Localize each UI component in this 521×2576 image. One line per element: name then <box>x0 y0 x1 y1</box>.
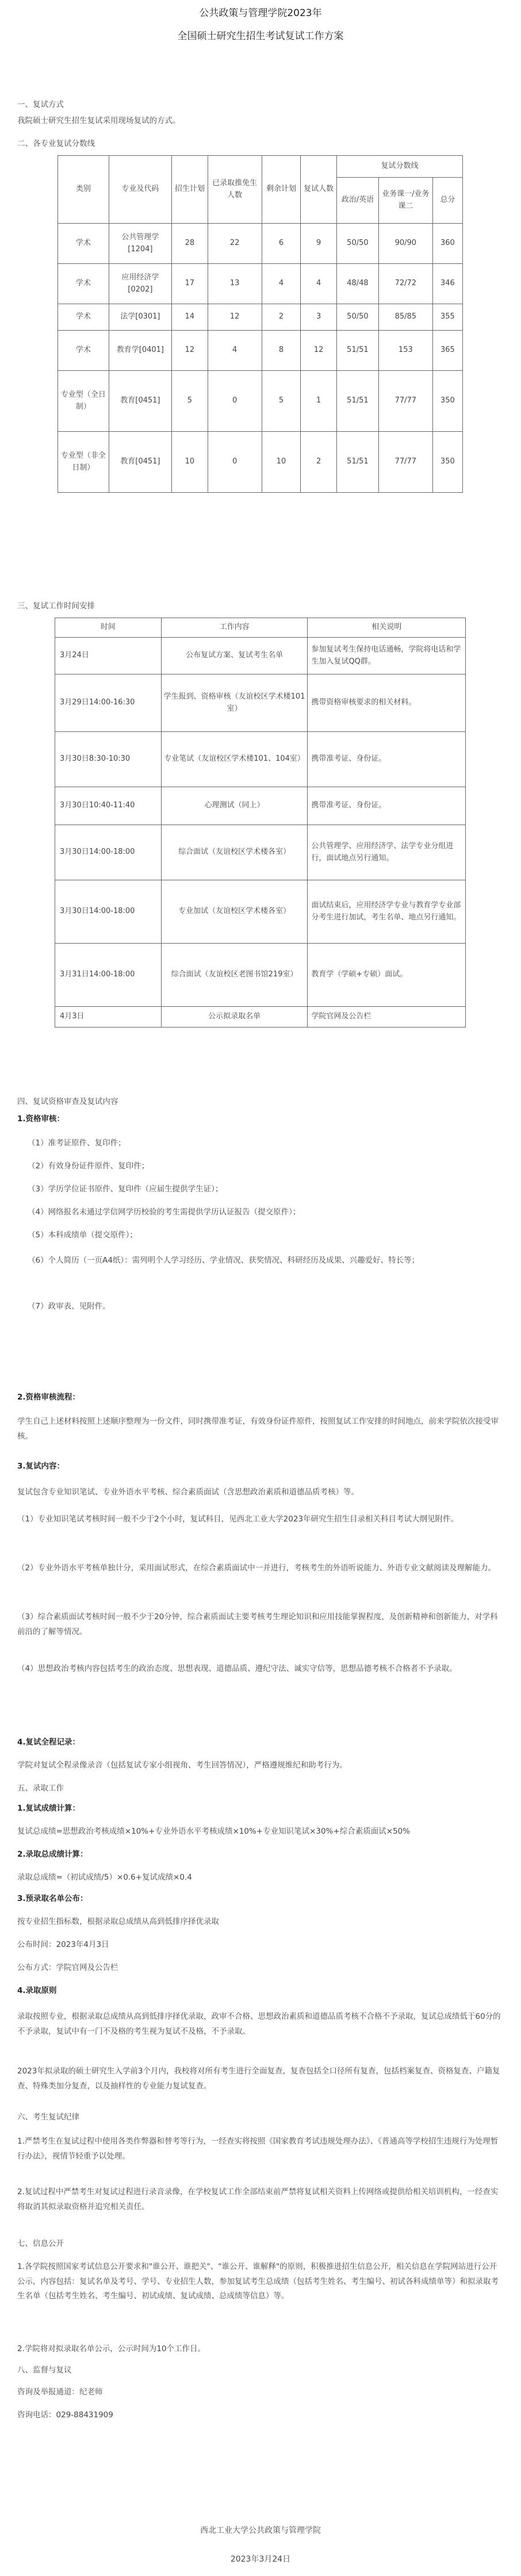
col-header-note: 相关说明 <box>308 618 466 638</box>
cell-category: 学术 <box>58 304 109 331</box>
cell-retest-count: 3 <box>301 304 337 331</box>
cell-remaining: 2 <box>262 304 301 331</box>
cell-category: 专业型（非全日制） <box>58 432 109 493</box>
section-4-heading: 四、复试资格审查及复试内容 <box>17 1097 118 1106</box>
total-score-body: 录取总成绩=（初试成绩/5）×0.6+复试成绩×0.4 <box>17 1873 192 1882</box>
list-item: （3）学历学位证书原件、复印件（应届生提供学生证）； <box>28 1184 223 1194</box>
cell-remaining: 10 <box>262 432 301 493</box>
cell-note: 学院官网及公告栏 <box>308 1007 466 1028</box>
cell-work: 公布复试方案、复试考生名单 <box>161 638 308 674</box>
cell-retest-count: 9 <box>301 224 337 264</box>
principle-body-1: 录取按照专业，根据录取总成绩从高到低排序择优录取，政审不合格、思想政治素质和道德品质考核不合格不予录取，复试总成绩低于60分的不予录取，复试中有一门不及格的考生视为复试不及格，不予录取。 <box>17 2012 501 2036</box>
table-row <box>55 944 466 1007</box>
cell-total: 350 <box>432 371 462 432</box>
cell-work: 综合面试（友谊校区老图书馆219室） <box>161 944 308 1007</box>
retest-score-title: 1.复试成绩计算： <box>17 1804 81 1813</box>
cell-plan: 12 <box>172 331 208 371</box>
cell-work: 心理测试（同上） <box>161 787 308 825</box>
cell-time: 3月31日14:00-18:00 <box>55 944 162 1007</box>
footer-org: 西北工业大学公共政策与管理学院 <box>200 2526 321 2535</box>
col-header-work: 工作内容 <box>161 618 308 638</box>
contact-phone: 咨询电话：029-88431909 <box>17 2410 113 2420</box>
section-6-heading: 六、考生复试纪律 <box>17 2113 79 2122</box>
cell-time: 3月30日8:30-10:30 <box>55 732 162 787</box>
cell-note: 公共管理学、应用经济学、法学专业分组进行，面试地点另行通知。 <box>308 825 466 880</box>
cell-retest-count: 1 <box>301 371 337 432</box>
cell-admitted: 4 <box>208 331 262 371</box>
cell-course: 90/90 <box>378 224 432 264</box>
table-row <box>55 880 466 944</box>
cell-retest-count: 4 <box>301 264 337 304</box>
col-header-time: 时间 <box>55 618 162 638</box>
cell-time: 3月29日14:00-16:30 <box>55 674 162 732</box>
cell-total: 355 <box>432 304 462 331</box>
cell-note: 携带准考证、身份证。 <box>308 732 466 787</box>
cell-plan: 17 <box>172 264 208 304</box>
cell-remaining: 4 <box>262 264 301 304</box>
table-row <box>58 432 463 493</box>
cell-category: 学术 <box>58 331 109 371</box>
prelist-time: 公布时间：2023年4月3日 <box>17 1940 109 1949</box>
cell-retest-count: 2 <box>301 432 337 493</box>
prelist-title: 3.预录取名单公布： <box>17 1894 88 1903</box>
principle-body-2: 2023年拟录取的硕士研究生入学前3个月内，我校将对所有考生进行全面复查，复查包括全口径所有复查，包括档案复查、资格复查、户籍复查、特殊类加分复查，以及抽样性的专业能力复试复查。 <box>17 2067 500 2091</box>
cell-major: 法学[0301] <box>109 304 172 331</box>
retest-score-body: 复试总成绩=思想政治考核成绩×10%+专业外语水平考核成绩×10%+专业知识笔试×30%+综合素质面试×50% <box>17 1827 411 1836</box>
cell-plan: 14 <box>172 304 208 331</box>
list-item: （1）专业知识笔试考核时间一般不少于2个小时，复试科目，见西北工业大学2023年研究生招生目录相关科目考试大纲见附件。 <box>17 1515 459 1524</box>
content-intro: 复试包含专业知识笔试、专业外语水平考核、综合素质面试（含思想政治素质和道德品质考核）等。 <box>17 1488 359 1497</box>
cell-course: 77/77 <box>378 371 432 432</box>
list-item: （3）综合素质面试考核时间一般不少于20分钟，综合素质面试主要考核考生理论知识和应用技能掌握程度，及创新精神和创新能力，对学科前沿的了解等情况。 <box>17 1612 498 1636</box>
cell-retest-count: 12 <box>301 331 337 371</box>
cell-work: 专业加试（友谊校区学术楼各室） <box>161 880 308 944</box>
col-header-total: 总分 <box>432 178 462 224</box>
section-5-heading: 五、录取工作 <box>17 1784 64 1793</box>
col-header-course: 业务课一/业务课二 <box>378 178 432 224</box>
cell-total: 346 <box>432 264 462 304</box>
footer-date: 2023年3月24日 <box>230 2555 291 2564</box>
cell-course: 85/85 <box>378 304 432 331</box>
cell-politics: 51/51 <box>336 432 378 493</box>
cell-admitted: 13 <box>208 264 262 304</box>
cell-major: 应用经济学[0202] <box>109 264 172 304</box>
cell-time: 4月3日 <box>55 1007 162 1028</box>
cell-category: 专业型（全日制） <box>58 371 109 432</box>
section-8-heading: 八、监督与复议 <box>17 2366 72 2375</box>
cell-major: 教育[0451] <box>109 432 172 493</box>
cell-course: 77/77 <box>378 432 432 493</box>
cell-time: 3月24日 <box>55 638 162 674</box>
cell-category: 学术 <box>58 264 109 304</box>
cell-category: 学术 <box>58 224 109 264</box>
discipline-item-1: 1.严禁考生在复试过程中使用各类作弊器和替考等行为，一经查实将按照《国家教育考试违规处理办法》、《普通高等学校招生违规行为处理暂行办法》，视情节轻重予以处理。 <box>17 2137 499 2161</box>
cell-course: 153 <box>378 331 432 371</box>
table-row <box>58 371 463 432</box>
prelist-body: 按专业招生指标数，根据录取总成绩从高到低排序择优录取 <box>17 1917 219 1926</box>
cell-admitted: 12 <box>208 304 262 331</box>
cell-plan: 28 <box>172 224 208 264</box>
col-header-remaining: 剩余计划 <box>262 156 301 224</box>
schedule-table <box>55 618 466 1028</box>
cell-politics: 48/48 <box>336 264 378 304</box>
cell-admitted: 22 <box>208 224 262 264</box>
cell-work: 综合面试（友谊校区学术楼各室） <box>161 825 308 880</box>
list-item: （4）思想政治考核内容包括考生的政治态度、思想表现、道德品质、遵纪守法、诚实守信等，思想品德考核不合格者不予录取。 <box>17 1664 457 1673</box>
list-item: （2）有效身份证件原件、复印件； <box>28 1162 150 1171</box>
section-1-body: 我院硕士研究生招生复试采用现场复试的方式。 <box>17 116 181 125</box>
col-header-plan: 招生计划 <box>172 156 208 224</box>
cell-politics: 51/51 <box>336 331 378 371</box>
cell-plan: 5 <box>172 371 208 432</box>
section-7-heading: 七、信息公开 <box>17 2239 64 2248</box>
col-header-major: 专业及代码 <box>109 156 172 224</box>
cell-politics: 51/51 <box>336 371 378 432</box>
table-row <box>55 732 466 787</box>
principle-title: 4.录取原则 <box>17 1986 57 1995</box>
cell-remaining: 8 <box>262 331 301 371</box>
disclosure-item-1: 1.各学院按照国家考试信息公开要求和"谁公开、谁把关"、"谁公开、谁解释"的原则，积极推进招生信息公开，相关信息在学院网站进行公开公示，内容包括：复试名单及考号、学号、专业招生人数，参加复试考生总成绩（包括考生姓名、考生编号、初试各科成绩单等）和拟录取考生名单（包括考生姓名、考生编号、初试成绩、复试成绩、总成绩等信息）等。 <box>17 2262 499 2301</box>
doc-title-line2: 全国硕士研究生招生考试复试工作方案 <box>177 30 344 42</box>
col-header-retest-count: 复试人数 <box>301 156 337 224</box>
cell-remaining: 5 <box>262 371 301 432</box>
cell-major: 教育学[0401] <box>109 331 172 371</box>
list-item: （1）准考证原件、复印件； <box>28 1138 126 1148</box>
recording-body: 学院对复试全程录像录音（包括复试专家小组视角、考生回答情况），严格遵规维纪和助考行为。 <box>17 1761 347 1770</box>
cell-note: 携带准考证、身份证。 <box>308 787 466 825</box>
list-item: （5）本科成绩单（提交原件）； <box>28 1230 137 1240</box>
table-row <box>58 304 463 331</box>
cell-major: 教育[0451] <box>109 371 172 432</box>
discipline-item-2: 2.复试过程中严禁考生对复试过程进行录音录像，在学校复试工作全部结束前严禁将复试相关资料上传网络或提供给相关培训机构，一经查实将取消其拟录取资格并追究相关责任。 <box>17 2187 499 2211</box>
section-2-heading: 二、各专业复试分数线 <box>17 139 95 148</box>
list-item: （4）网络报名未通过学信网学历校验的考生需提供学历认证报告（提交原件）； <box>28 1208 301 1217</box>
table-row <box>55 638 466 674</box>
col-header-politics: 政治/英语 <box>336 178 378 224</box>
list-item: （6）个人简历（一页A4纸）：需列明个人学习经历、学业情况、获奖情况、科研经历及成果、兴趣爱好、特长等； <box>28 1256 420 1265</box>
section-3-heading: 三、复试工作时间安排 <box>17 601 95 611</box>
list-item: （7）政审表、见附件。 <box>28 1302 110 1311</box>
cell-politics: 50/50 <box>336 224 378 264</box>
process-body: 学生自己上述材料按照上述顺序整理为一份文件，同时携带准考证，有效身份证件原件，按照复试工作安排的时间地点，前来学院依次接受审核。 <box>17 1417 499 1441</box>
contact-person: 咨询及举报通道：纪老师 <box>17 2387 103 2397</box>
recording-title: 4.复试全程记录： <box>17 1738 81 1747</box>
table-row <box>58 224 463 264</box>
cell-note: 参加复试考生保持电话通畅，学院将电话和学生加入复试QQ群。 <box>308 638 466 674</box>
section-1-heading: 一、复试方式 <box>17 100 64 109</box>
table-row <box>55 787 466 825</box>
cell-time: 3月30日14:00-18:00 <box>55 880 162 944</box>
col-header-score-line: 复试分数线 <box>336 156 462 178</box>
table-row <box>58 331 463 371</box>
cell-note: 携带资格审核要求的相关材料。 <box>308 674 466 732</box>
score-line-table <box>58 155 463 493</box>
cell-plan: 10 <box>172 432 208 493</box>
table-row <box>58 264 463 304</box>
content-title: 3.复试内容： <box>17 1462 65 1471</box>
cell-admitted: 0 <box>208 432 262 493</box>
cell-total: 350 <box>432 432 462 493</box>
cell-work: 学生报到、资格审核（友谊校区学术楼101室） <box>161 674 308 732</box>
doc-title-line1: 公共政策与管理学院2023年 <box>199 7 322 19</box>
list-item: （2）专业外语水平考核单独计分，采用面试形式，在综合素质面试中一并进行，考核考生的外语听说能力、外语专业文献阅读及理解能力。 <box>17 1563 496 1573</box>
cell-major: 公共管理学[1204] <box>109 224 172 264</box>
cell-total: 365 <box>432 331 462 371</box>
cell-work: 公示拟录取名单 <box>161 1007 308 1028</box>
cell-total: 360 <box>432 224 462 264</box>
cell-time: 3月30日10:40-11:40 <box>55 787 162 825</box>
disclosure-item-2: 2.学院将对拟录取名单公示，公示时间为10个工作日。 <box>17 2344 206 2353</box>
table-row <box>55 674 466 732</box>
process-title: 2.资格审核流程： <box>17 1393 81 1402</box>
cell-work: 专业笔试（友谊校区学术楼101、104室） <box>161 732 308 787</box>
cell-course: 72/72 <box>378 264 432 304</box>
col-header-admitted: 已录取推免生人数 <box>208 156 262 224</box>
table-row <box>55 825 466 880</box>
cell-remaining: 6 <box>262 224 301 264</box>
cell-admitted: 0 <box>208 371 262 432</box>
cell-note: 面试结束后，应用经济学专业与教育学专业部分考生进行加试，考生名单、地点另行通知。 <box>308 880 466 944</box>
qualification-title: 1.资格审核： <box>17 1114 65 1124</box>
cell-note: 教育学（学硕+专硕）面试。 <box>308 944 466 1007</box>
total-score-title: 2.录取总成绩计算： <box>17 1850 88 1859</box>
col-header-category: 类别 <box>58 156 109 224</box>
prelist-place: 公布方式：学院官网及公告栏 <box>17 1963 118 1972</box>
table-row <box>55 1007 466 1028</box>
cell-politics: 50/50 <box>336 304 378 331</box>
cell-time: 3月30日14:00-18:00 <box>55 825 162 880</box>
